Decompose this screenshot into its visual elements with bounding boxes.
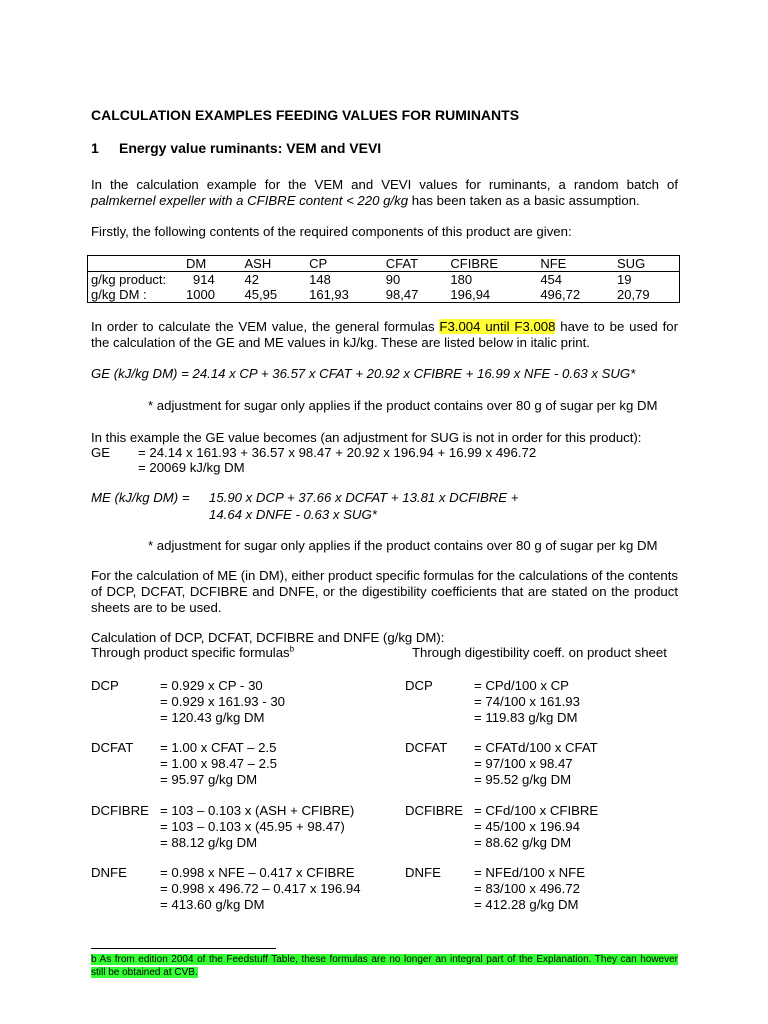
me-formula-line: 15.90 x DCP + 37.66 x DCFAT + 13.81 x DCFIBRE + (209, 490, 519, 505)
table-cell: 90 (385, 272, 401, 287)
components-table (87, 255, 680, 303)
ge-example-label: GE (91, 445, 111, 460)
calc-line: = 103 – 0.103 x (45.95 + 98.47) (160, 819, 345, 834)
me-paragraph: For the calculation of ME (in DM), either product specific formulas for the calculations of the contents of DCP, DCFAT, DCFIBRE and DNFE, or the digestibility coefficients that are stated on the product sheets are to be used. (91, 568, 678, 615)
calc-label-dcfat: DCFAT (91, 740, 134, 755)
formula-reference-highlight: F3.004 until F3.008 (439, 319, 556, 334)
calc-result: = 88.12 g/kg DM (160, 835, 258, 850)
table-header-cell: DM (183, 256, 242, 272)
calc-label-dcp: DCP (405, 678, 433, 693)
table-cell: g/kg product: (91, 272, 167, 287)
table-cell: 98,47 (385, 287, 419, 302)
calc-line: = 1.00 x CFAT – 2.5 (160, 740, 277, 755)
table-cell: 19 (617, 272, 632, 287)
calc-line: = 97/100 x 98.47 (474, 756, 573, 771)
table-cell: 454 (540, 272, 563, 287)
intro-italic-text: palmkernel expeller with a CFIBRE content < 220 g/kg (91, 193, 409, 208)
calc-label-dcfat: DCFAT (405, 740, 448, 755)
calc-result: = 95.97 g/kg DM (160, 772, 258, 787)
calc-line: = 1.00 x 98.47 – 2.5 (160, 756, 277, 771)
calc-line: = 0.998 x 496.72 – 0.417 x 196.94 (160, 881, 361, 896)
table-cell: 496,72 (540, 287, 581, 302)
vem-text-end: have to be used for the calculation of the GE and ME values in kJ/kg. These are listed below in italic print. (91, 319, 678, 350)
calc-label-dcfibre: DCFIBRE (405, 803, 463, 818)
right-column-header: Through digestibility coeff. on product sheet (412, 645, 667, 660)
footnote-text: b As from edition 2004 of the Feedstuff Table, these formulas are no longer an integral part of the Explanation. They can however still be obtained at CVB. (91, 954, 678, 978)
calc-result: = 95.52 g/kg DM (474, 772, 572, 787)
vem-text: In order to calculate the VEM value, the general formulas (91, 319, 440, 334)
table-header-cell: NFE (537, 256, 614, 272)
section-heading: Energy value ruminants: VEM and VEVI (119, 140, 382, 156)
ge-example-result: = 20069 kJ/kg DM (138, 460, 245, 475)
intro-text-end: has been taken as a basic assumption. (408, 193, 640, 208)
table-cell: g/kg DM : (91, 287, 147, 302)
calc-line: = 83/100 x 496.72 (474, 881, 580, 896)
calc-result: = 119.83 g/kg DM (474, 710, 578, 725)
sugar-adjustment-note: * adjustment for sugar only applies if the product contains over 80 g of sugar per kg DM (148, 538, 658, 553)
calc-line: = CFd/100 x CFIBRE (474, 803, 599, 818)
calc-label-dcp: DCP (91, 678, 119, 693)
me-formula-label: ME (kJ/kg DM) = (91, 490, 190, 505)
sugar-adjustment-note: * adjustment for sugar only applies if the product contains over 80 g of sugar per kg DM (148, 398, 658, 413)
table-header-cell: SUG (614, 256, 679, 272)
calc-result: = 120.43 g/kg DM (160, 710, 265, 725)
calc-line: = 0.929 x CP - 30 (160, 678, 263, 693)
table-cell: 196,94 (450, 287, 491, 302)
section-number: 1 (91, 140, 99, 156)
page-title: CALCULATION EXAMPLES FEEDING VALUES FOR RUMINANTS (91, 107, 520, 123)
calc-line: = 103 – 0.103 x (ASH + CFIBRE) (160, 803, 355, 818)
table-cell: 45,95 (244, 287, 278, 302)
calc-label-dnfe: DNFE (405, 865, 441, 880)
components-intro: Firstly, the following contents of the required components of this product are given: (91, 224, 572, 239)
intro-paragraph (91, 177, 678, 209)
table-row (88, 287, 680, 303)
calc-result: = 88.62 g/kg DM (474, 835, 572, 850)
vem-paragraph (91, 319, 678, 351)
ge-example-line: = 24.14 x 161.93 + 36.57 x 98.47 + 20.92 x 196.94 + 16.99 x 496.72 (138, 445, 537, 460)
table-cell: 161,93 (309, 287, 349, 302)
calculation-title: Calculation of DCP, DCFAT, DCFIBRE and DNFE (g/kg DM): (91, 630, 445, 645)
table-header-cell: CP (306, 256, 383, 272)
calc-result: = 412.28 g/kg DM (474, 897, 579, 912)
calc-line: = 74/100 x 161.93 (474, 694, 580, 709)
table-cell: 20,79 (617, 287, 650, 302)
table-cell: 914 (193, 272, 215, 287)
calc-line: = CFATd/100 x CFAT (474, 740, 598, 755)
table-cell: 42 (244, 272, 259, 287)
footnote-divider (91, 948, 276, 949)
left-column-header (91, 645, 294, 661)
calc-label-dcfibre: DCFIBRE (91, 803, 149, 818)
calc-line: = 0.998 x NFE – 0.417 x CFIBRE (160, 865, 355, 880)
table-header-cell: ASH (242, 256, 307, 272)
table-row (88, 272, 680, 288)
table-cell: 148 (309, 272, 331, 287)
footnote (91, 953, 678, 979)
calc-line: = CPd/100 x CP (474, 678, 569, 693)
intro-text: In the calculation example for the VEM and VEVI values for ruminants, a random batch of (91, 177, 678, 192)
calc-line: = 0.929 x 161.93 - 30 (160, 694, 286, 709)
calc-label-dnfe: DNFE (91, 865, 127, 880)
left-column-header-text: Through product specific formulas (91, 645, 290, 660)
calc-line: = NFEd/100 x NFE (474, 865, 586, 880)
table-cell: 180 (450, 272, 473, 287)
me-formula-line: 14.64 x DNFE - 0.63 x SUG* (209, 507, 377, 522)
table-header-cell: CFAT (383, 256, 448, 272)
table-header-cell: CFIBRE (447, 256, 537, 272)
calc-result: = 413.60 g/kg DM (160, 897, 265, 912)
calc-line: = 45/100 x 196.94 (474, 819, 580, 834)
footnote-marker: b (289, 644, 295, 654)
ge-example-intro: In this example the GE value becomes (an adjustment for SUG is not in order for this product): (91, 430, 642, 445)
table-header-row (88, 256, 680, 272)
table-header-cell (88, 256, 184, 272)
ge-formula: GE (kJ/kg DM) = 24.14 x CP + 36.57 x CFAT + 20.92 x CFIBRE + 16.99 x NFE - 0.63 x SUG* (91, 366, 636, 381)
table-cell: 1000 (186, 287, 215, 302)
